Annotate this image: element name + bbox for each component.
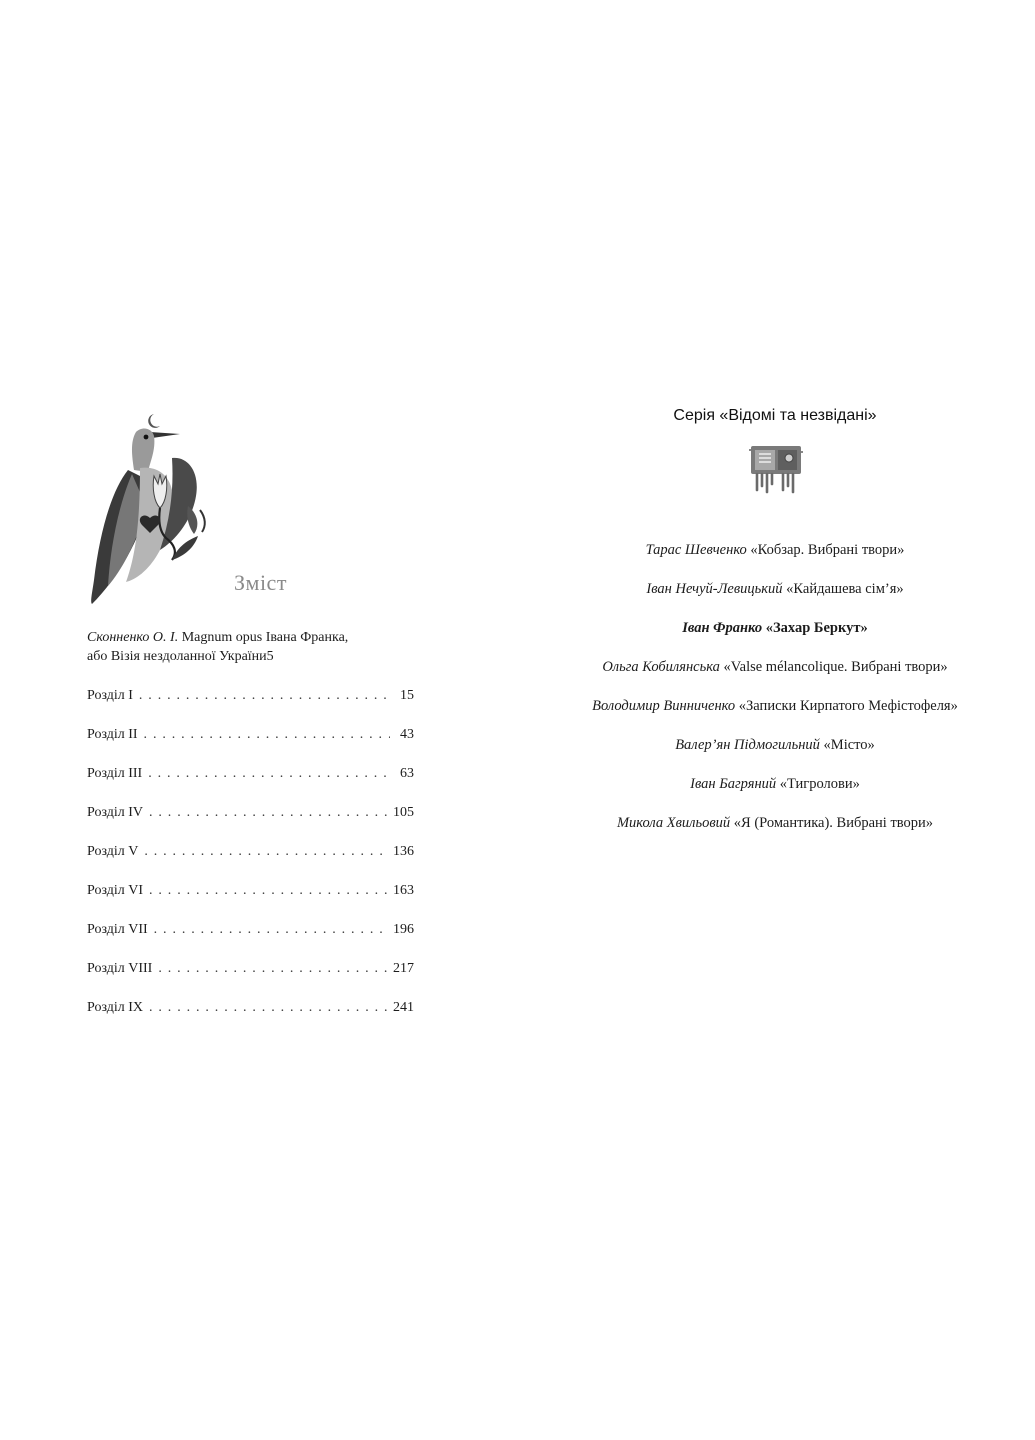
book-author: Іван Нечуй-Левицький xyxy=(646,581,783,597)
book-list-item xyxy=(555,658,995,697)
toc-title: Зміст xyxy=(234,570,287,595)
toc-entry xyxy=(87,881,414,900)
toc-intro-title-line2: або Візія нездоланної України xyxy=(87,649,267,664)
toc-page-number: 163 xyxy=(393,883,414,898)
toc-leader-dots xyxy=(144,725,390,744)
series-logo-icon xyxy=(745,442,807,494)
toc-leader-dots xyxy=(158,959,389,978)
toc-entry xyxy=(87,998,414,1017)
series-title: Серія «Відомі та незвідані» xyxy=(673,407,877,424)
toc-entry-label: Розділ III xyxy=(87,766,143,781)
toc-page-number: 217 xyxy=(393,961,414,976)
toc-leader-dots xyxy=(149,998,389,1017)
book-list-item xyxy=(555,580,995,619)
book-author: Микола Хвильовий xyxy=(616,815,731,831)
toc-page-number: 105 xyxy=(393,805,414,820)
toc-entry xyxy=(87,803,414,822)
toc-intro-line1 xyxy=(87,628,414,647)
toc-entry xyxy=(87,959,414,978)
toc-entry-label: Розділ VII xyxy=(87,922,148,937)
toc-leader-dots xyxy=(148,764,390,783)
toc-page-number: 15 xyxy=(400,688,414,703)
book-title: «Тигролови» xyxy=(776,776,860,792)
toc-page-number: 63 xyxy=(400,766,414,781)
book-list-item xyxy=(555,775,995,814)
toc-leader-dots xyxy=(154,920,389,939)
toc-page-number: 241 xyxy=(393,1000,414,1015)
book-title: «Valse mélancolique. Вибрані твори» xyxy=(719,659,948,675)
book-title: «Кобзар. Вибрані твори» xyxy=(746,542,905,558)
series-book-list xyxy=(555,541,995,853)
toc-entry xyxy=(87,764,414,783)
book-author: Валер’ян Підмогильний xyxy=(675,737,820,753)
toc-leader-dots xyxy=(139,686,390,705)
book-author: Іван Франко xyxy=(682,620,763,636)
toc-leader-dots xyxy=(149,881,389,900)
toc-page-number: 136 xyxy=(393,844,414,859)
toc-page-number: 43 xyxy=(400,727,414,742)
book-list-item xyxy=(555,697,995,736)
toc-entry xyxy=(87,920,414,939)
toc-leader-dots xyxy=(149,803,389,822)
bird-illustration xyxy=(88,410,212,606)
table-of-contents xyxy=(87,628,414,1037)
toc-intro-title-line1: Magnum opus Івана Франка, xyxy=(178,630,349,645)
toc-entry xyxy=(87,842,414,861)
toc-page-number: 196 xyxy=(393,922,414,937)
toc-entry xyxy=(87,725,414,744)
toc-leader-dots xyxy=(144,842,389,861)
book-author: Іван Багряний xyxy=(690,776,777,792)
book-list-item xyxy=(555,814,995,853)
book-list-item xyxy=(555,541,995,580)
toc-entry xyxy=(87,686,414,705)
book-author: Тарас Шевченко xyxy=(645,542,747,558)
toc-entry-label: Розділ I xyxy=(87,688,133,703)
toc-intro-line2 xyxy=(87,647,414,666)
book-title: «Захар Беркут» xyxy=(762,620,868,636)
book-list-item-current xyxy=(555,619,995,658)
toc-page-number: 5 xyxy=(266,649,274,664)
book-title: «Кайдашева сім’я» xyxy=(782,581,904,597)
toc-intro-author: Сконненко О. І. xyxy=(87,630,179,645)
toc-entry-label: Розділ II xyxy=(87,727,138,742)
book-author: Володимир Винниченко xyxy=(592,698,736,714)
book-title: «Записки Кирпатого Мефістофеля» xyxy=(735,698,958,714)
toc-entry-label: Розділ IV xyxy=(87,805,143,820)
book-title: «Я (Романтика). Вибрані твори» xyxy=(730,815,934,831)
book-title: «Місто» xyxy=(819,737,875,753)
toc-entry-intro xyxy=(87,628,414,666)
book-list-item xyxy=(555,736,995,775)
toc-entry-label: Розділ IX xyxy=(87,1000,143,1015)
toc-entry-label: Розділ VIII xyxy=(87,961,153,976)
toc-entry-label: Розділ VI xyxy=(87,883,143,898)
toc-entry-label: Розділ V xyxy=(87,844,139,859)
book-author: Ольга Кобилянська xyxy=(602,659,720,675)
